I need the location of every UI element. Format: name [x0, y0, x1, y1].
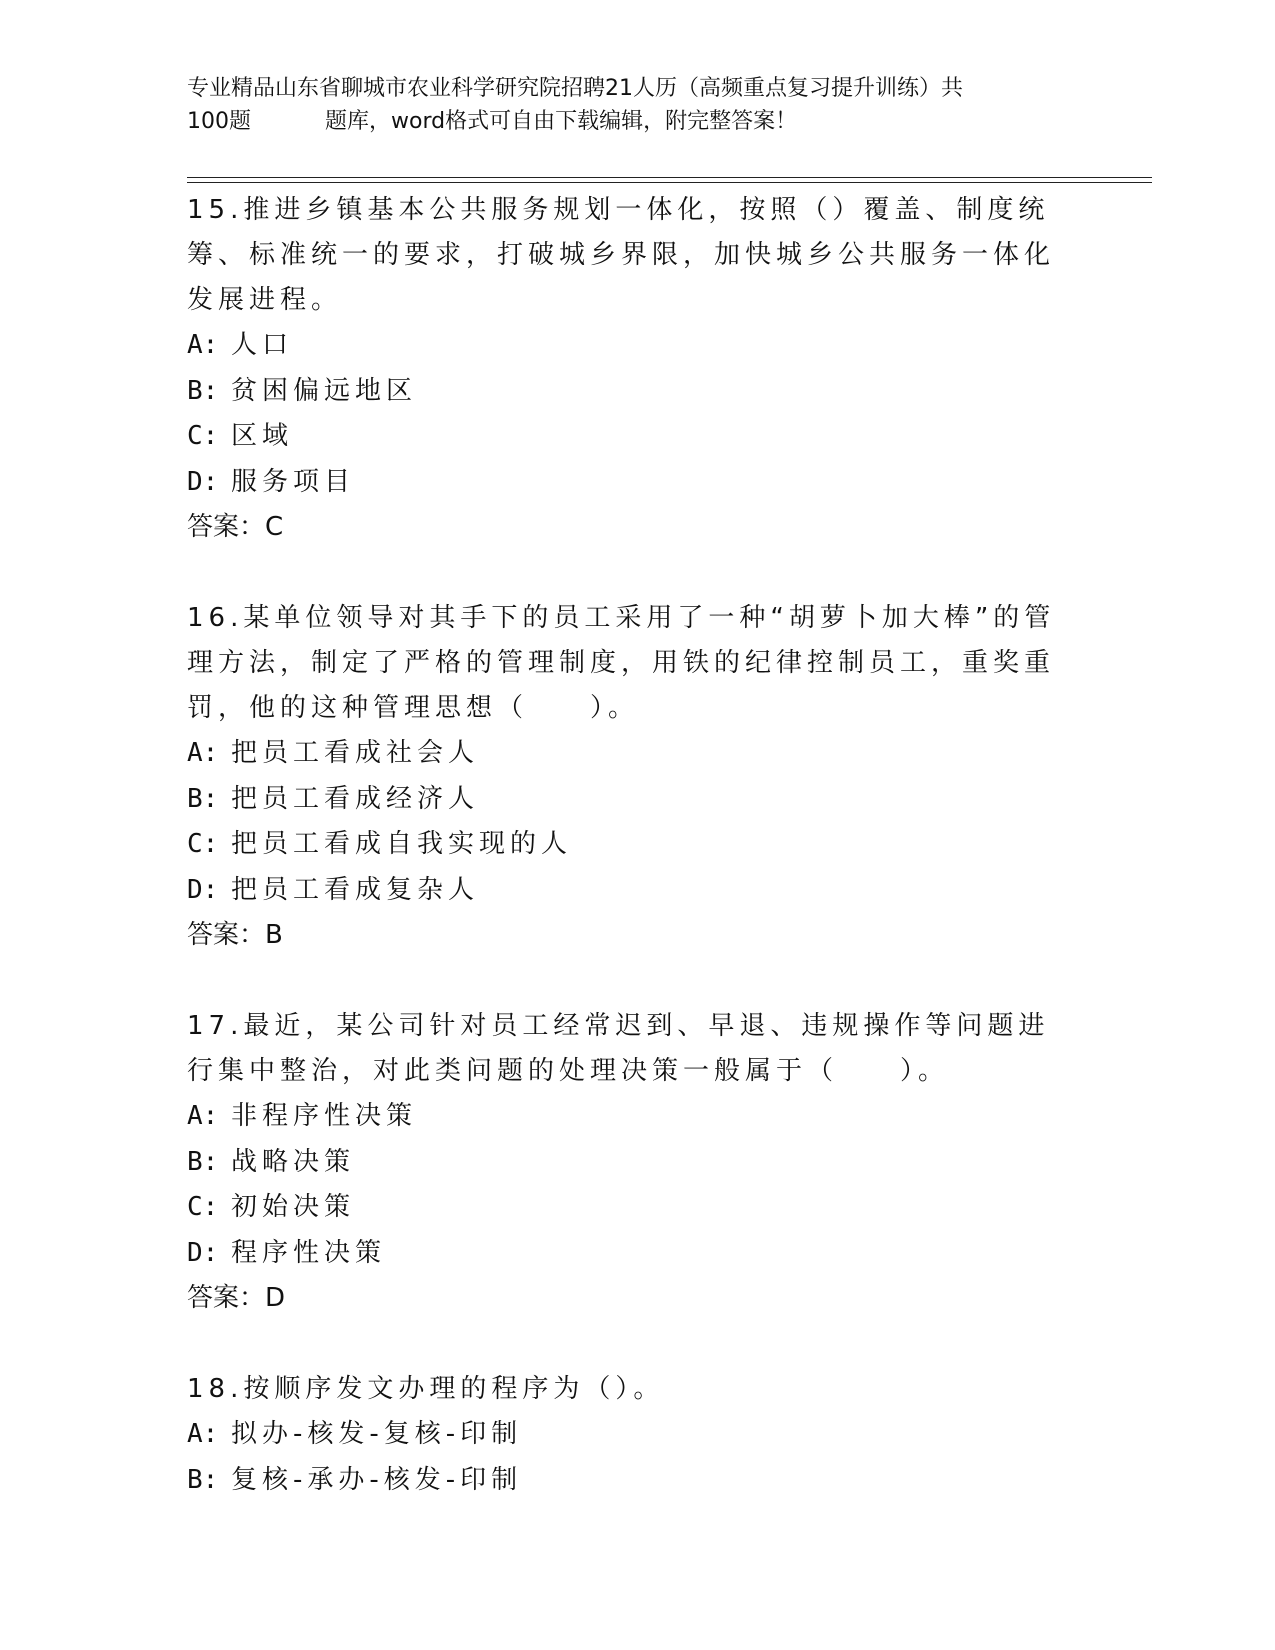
- header-title-line2: [187, 105, 1067, 138]
- option-text: 服务项目: [231, 466, 356, 497]
- question-block: [187, 1004, 1067, 1321]
- question-option: [187, 1412, 1067, 1458]
- option-key: A:: [187, 1419, 219, 1449]
- option-key: C:: [187, 829, 219, 859]
- question-option: [187, 369, 1067, 415]
- header-question-count: 100题: [187, 109, 251, 134]
- header-title-line1: 专业精品山东省聊城市农业科学研究院招聘21人历（高频重点复习提升训练）共: [187, 76, 963, 101]
- question-option: [187, 868, 1067, 914]
- question-block: [187, 188, 1067, 550]
- option-key: A:: [187, 330, 219, 360]
- question-block: [187, 1367, 1067, 1503]
- option-text: 非程序性决策: [231, 1101, 418, 1131]
- option-text: 人口: [231, 330, 294, 360]
- question-option: [187, 1140, 1067, 1186]
- option-text: 把员工看成复杂人: [231, 874, 480, 905]
- question-stem: 15.推进乡镇基本公共服务规划一体化，按照（）覆盖、制度统筹、标准统一的要求，打破城乡界限，加快城乡公共服务一体化发展进程。: [187, 195, 1056, 315]
- question-option: [187, 822, 1067, 868]
- question-option: [187, 1094, 1067, 1140]
- document-header: [187, 72, 1067, 138]
- option-key: B:: [187, 375, 219, 406]
- option-key: B:: [187, 783, 219, 814]
- option-text: 把员工看成经济人: [231, 783, 480, 814]
- question-option: [187, 460, 1067, 506]
- option-text: 程序性决策: [231, 1237, 387, 1268]
- option-text: 拟办-核发-复核-印制: [231, 1419, 523, 1449]
- option-key: B:: [187, 1464, 219, 1495]
- question-option: [187, 323, 1067, 369]
- option-text: 复核-承办-核发-印制: [231, 1464, 523, 1495]
- question-option: [187, 414, 1067, 460]
- header-description: 题库，word格式可自由下载编辑，附完整答案！: [325, 109, 798, 134]
- question-option: [187, 731, 1067, 777]
- header-divider-bottom: [187, 182, 1152, 183]
- question-option: [187, 1185, 1067, 1231]
- question-option: [187, 1231, 1067, 1277]
- header-divider-top: [187, 177, 1152, 178]
- question-stem: 16.某单位领导对其手下的员工采用了一种“胡萝卜加大棒”的管理方法，制定了严格的管理制度，用铁的纪律控制员工，重奖重罚，他的这种管理思想（ ）。: [187, 603, 1056, 723]
- question-list: [187, 188, 1067, 1503]
- option-key: C:: [187, 1192, 219, 1222]
- question-stem: 17.最近，某公司针对员工经常迟到、早退、违规操作等问题进行集中整治，对此类问题的处理决策一般属于（ ）。: [187, 1011, 1050, 1086]
- option-text: 初始决策: [231, 1192, 356, 1222]
- question-option: [187, 1458, 1067, 1504]
- option-text: 区域: [231, 421, 294, 451]
- question-answer: 答案：B: [187, 920, 283, 950]
- question-answer: 答案：C: [187, 512, 284, 542]
- option-key: A:: [187, 1101, 219, 1131]
- question-block: [187, 596, 1067, 958]
- option-key: A:: [187, 738, 219, 768]
- question-answer: 答案：D: [187, 1283, 286, 1313]
- option-text: 把员工看成自我实现的人: [231, 829, 573, 859]
- question-option: [187, 777, 1067, 823]
- option-text: 贫困偏远地区: [231, 375, 418, 406]
- option-key: D:: [187, 466, 219, 497]
- question-stem: 18.按顺序发文办理的程序为（）。: [187, 1374, 665, 1404]
- option-key: D:: [187, 1237, 219, 1268]
- option-text: 战略决策: [231, 1146, 356, 1177]
- option-text: 把员工看成社会人: [231, 738, 480, 768]
- option-key: D:: [187, 874, 219, 905]
- option-key: B:: [187, 1146, 219, 1177]
- option-key: C:: [187, 421, 219, 451]
